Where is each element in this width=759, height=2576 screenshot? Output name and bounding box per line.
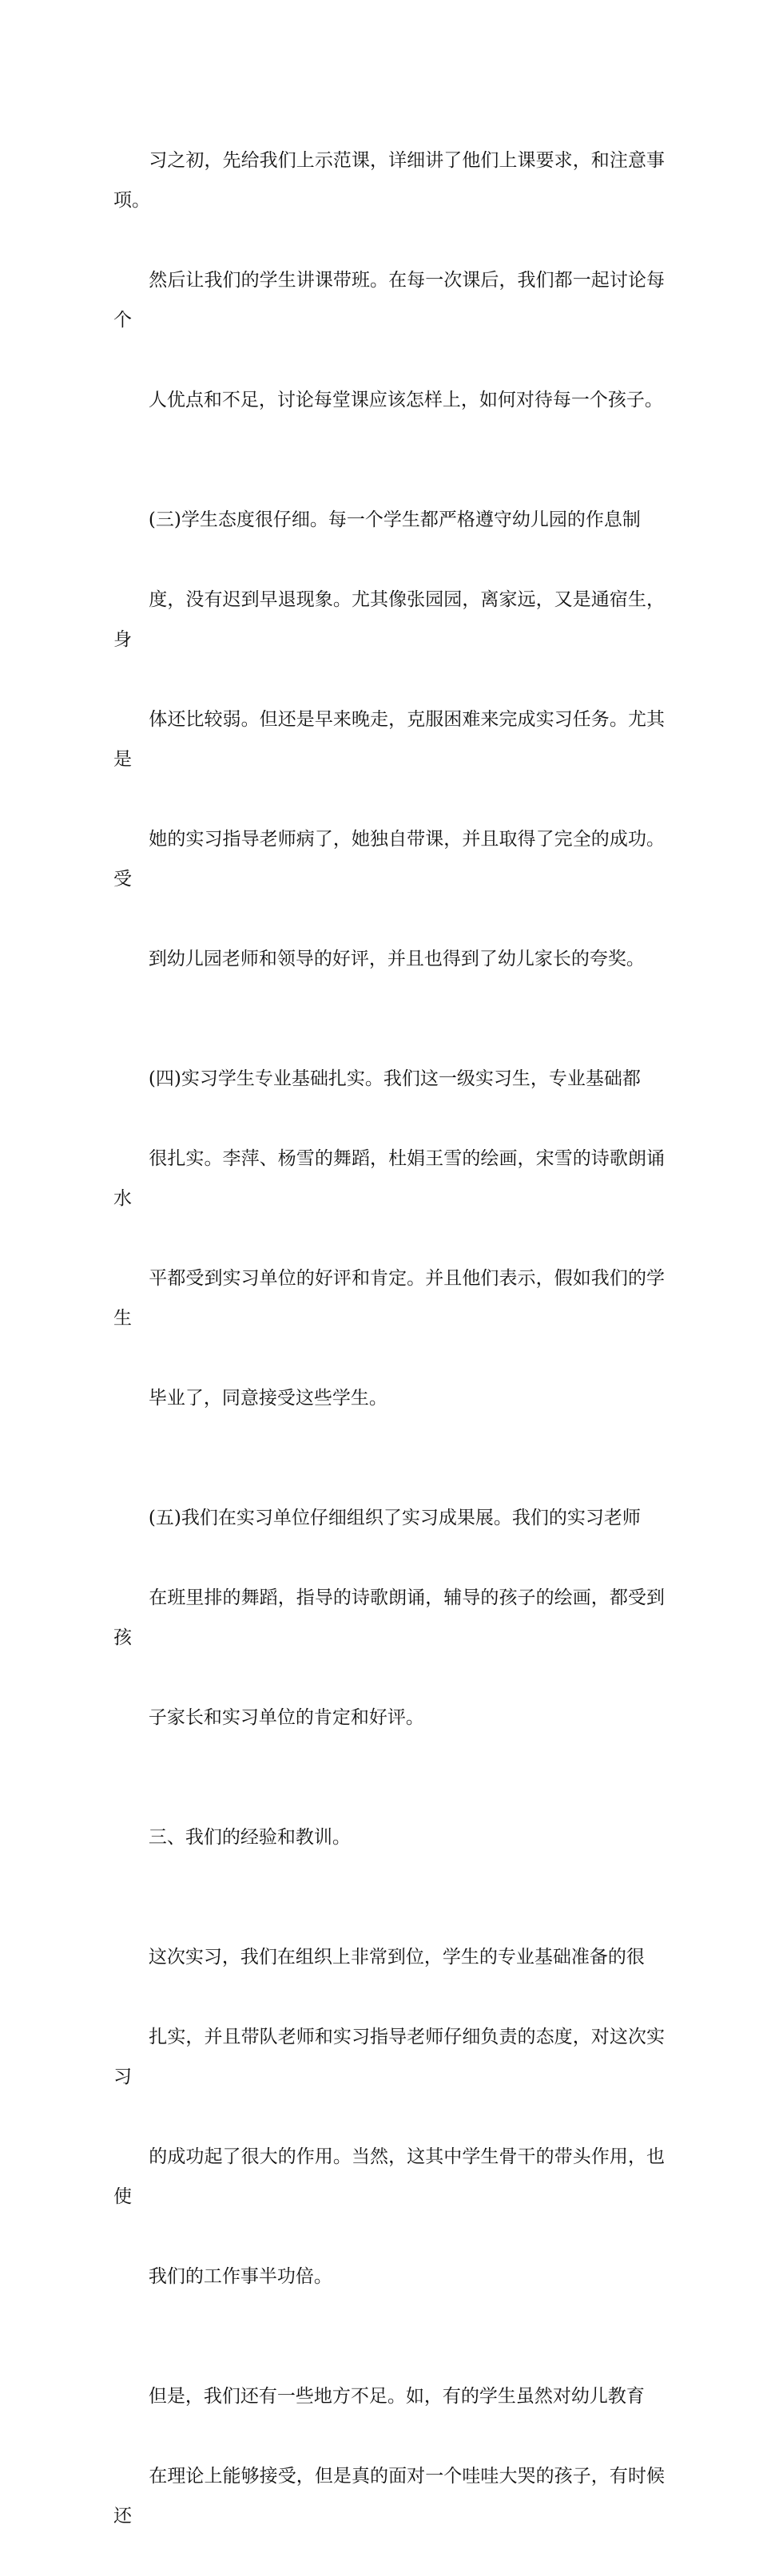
paragraph-experience-summary [113,1897,665,2336]
text-line: (四)实习学生专业基础扎实。我们这一级实习生，专业基础都 [148,1068,641,1089]
paragraph-practice-intro [113,101,665,460]
text-line: 习之初，先给我们上示范课，详细讲了他们上课要求，和注意事项。 [113,150,666,211]
text-line: 的成功起了很大的作用。当然，这其中学生骨干的带头作用，也使 [113,2146,666,2207]
text-line: 人优点和不足，讨论每堂课应该怎样上，如何对待每一个孩子。 [148,390,663,410]
text-line: 很扎实。李萍、杨雪的舞蹈，杜娟王雪的绘画，宋雪的诗歌朗诵水 [113,1148,666,1209]
text-line: 扎实，并且带队老师和实习指导老师仔细负责的态度，对这次实习 [113,2027,666,2087]
text-line: 平都受到实习单位的好评和肯定。并且他们表示，假如我们的学生 [113,1268,666,1329]
text-line: 体还比较弱。但还是早来晚走，克服困难来完成实习任务。尤其是 [113,709,666,770]
text-line: 在理论上能够接受，但是真的面对一个哇哇大哭的孩子，有时候还 [113,2466,666,2526]
text-line: 然后让我们的学生讲课带班。在每一次课后，我们都一起讨论每个 [113,270,666,331]
text-line: (三)学生态度很仔细。每一个学生都严格遵守幼儿园的作息制 [148,509,641,530]
text-line: 她的实习指导老师病了，她独自带课，并且取得了完全的成功。受 [113,829,666,890]
document-body [113,101,665,2576]
text-line: 在班里排的舞蹈，指导的诗歌朗诵，辅导的孩子的绘画，都受到孩 [113,1587,666,1648]
text-line: 这次实习，我们在组织上非常到位，学生的专业基础准备的很 [148,1947,645,1968]
paragraph-professional-foundation [113,1019,665,1458]
text-line: 毕业了，同意接受这些学生。 [148,1388,387,1409]
paragraph-shortcomings [113,2336,665,2576]
paragraph-achievement-exhibition [113,1458,665,1777]
text-line: 到幼儿园老师和领导的好评，并且也得到了幼儿家长的夸奖。 [148,949,645,969]
text-line: (五)我们在实习单位仔细组织了实习成果展。我们的实习老师 [148,1508,641,1528]
text-line: 但是，我们还有一些地方不足。如，有的学生虽然对幼儿教育 [148,2386,645,2407]
section-heading-experience [113,1777,665,1897]
text-line: 度，没有迟到早退现象。尤其像张园园，离家远，又是通宿生，身 [113,589,666,650]
text-line: 子家长和实习单位的肯定和好评。 [148,1707,424,1728]
paragraph-student-attitude [113,460,665,1019]
text-line: 三、我们的经验和教训。 [148,1827,351,1848]
text-line: 我们的工作事半功倍。 [148,2266,332,2287]
